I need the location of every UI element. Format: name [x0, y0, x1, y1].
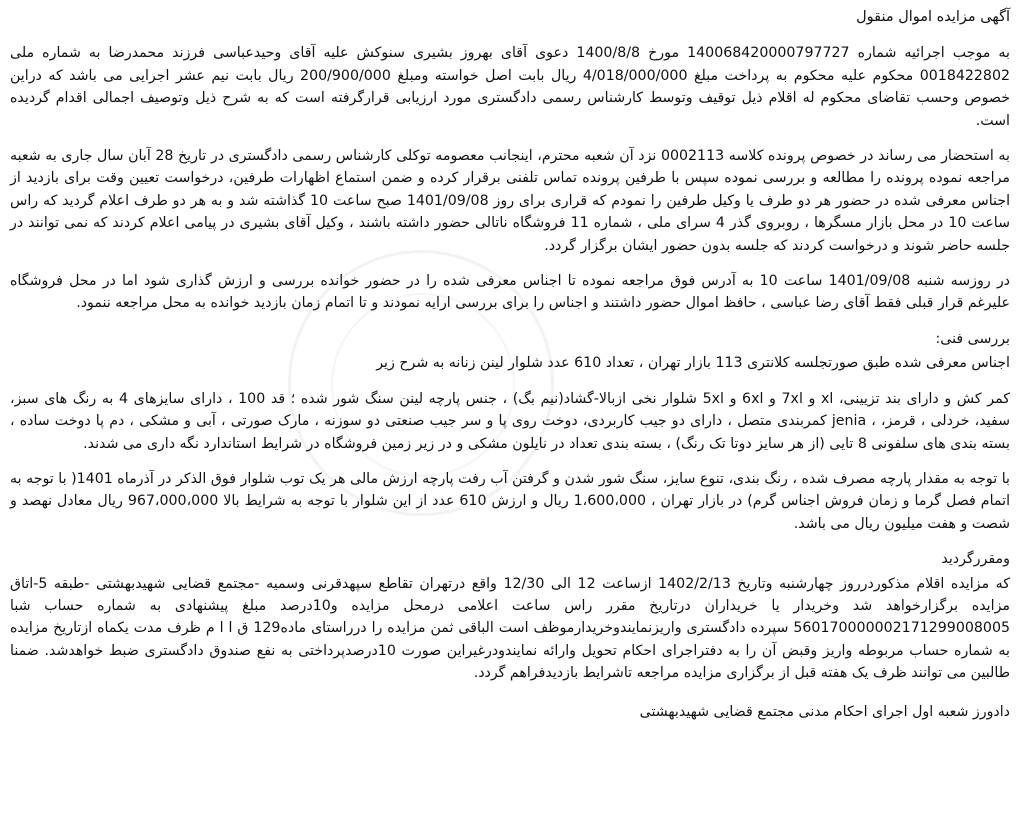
notice-paragraph-valuation: با توجه به مقدار پارچه مصرف شده ، رنگ بندی، تنوع سایز، سنگ شور شدن و گرفتن آب رفت پارچه ارزش مالی هر یک توب شلوار فوق الذکر در آذرماه 1401( با توجه به اتمام فصل گرما و زمان فروش اجناس گرم) در بازار تهران ، 1،600،000 ریال و ارزش 610 عدد از این شلوار با توجه به شرایط بالا 967،000،000 ریال معادل نهصد و شصت و هفت میلیون ریال می باشد. [10, 470, 1011, 532]
notice-signature: دادورز شعبه اول اجرای احکام مدنی مجتمع قضایی شهیدبهشتی [639, 703, 1010, 720]
notice-paragraph-description: کمر کش و دارای بند تزیینی، xl و 7xl و 6xl و 5xl شلوار نخی ازبالا-گشاد(نیم بگ) ، جنس پارچه لینن سنگ شور شده ؛ قد 100 ، دارای سایزهای 4 به رنگ های سبز، سفید، خردلی ، قرمز، ، jenia کمربندی متصل ، دارای دو جیب کاربردی، دوخت روی پا و سر جیب صنعتی دو سوزنه ، مارک صورتی ، آبی و مشکی ، دم پا دوخت ساده ، بسته بندی های سلفونی 8 تایی (از هر سایز دوتا تک رنگ) ، بسته بندی تعداد در نایلون مشکی و در زیر زمین فروشگاه در شرایط استاندارد نگه داری می شدند. [10, 390, 1011, 452]
notice-title: آگهی مزایده اموال منقول [856, 9, 1010, 25]
notice-paragraph-auction: که مزایده اقلام مذکوردرروز چهارشنبه وتاریخ 1402/2/13 ازساعت 12 الی 12/30 واقع درتهران تقاطع سپهدقرنی وسمیه -مجتمع قضایی شهیدبهشتی -طبقه 5-اتاق مزایده برگزارخواهد شد وخریدار یا خریداران درتاریخ مقرر راس ساعت اعلامی درمحل مزایده و10درصد مبلغ پیشنهادی به شماره حساب شبا 560170000002171299008005 سپرده دادگستری واریزنمایندوخریدارموظف است الباقی ثمن مزایده را درراستای ماده129 ق ا ا م ظرف مدت یکماه ازتاریخ مزایده به شماره حساب مربوطه واریز وقبض آن را به دفتراجرای احکام تحویل وارائه نمایندودرغیراین صورت 10درصدپرداختی به نفع صندوق دادگستری ضبط خواهدشد. ضمنا طالبین می توانند ظرف یک هفته قبل از برگزاری مزایده مراجعه تاشرایط بازدیدفراهم گردد. [10, 575, 1011, 682]
notice-content [10, 6, 1010, 736]
decision-heading: ومقررگردید [941, 551, 1010, 568]
notice-paragraph-visit: در روزسه شنبه 1401/09/08 ساعت 10 به آدرس فوق مراجعه نموده تا اجناس معرفی شده را در حضور خوانده بررسی و ارزش گذاری شود اما در محل فروشگاه علیرغم قرار قبلی فقط آقای رضا عباسی ، حافظ اموال حضور داشتند و اجناس را برای بررسی ارایه نمودند و تا اتمام زمان بازدید خوانده به محل مراجعه ننمود. [10, 273, 1010, 312]
notice-paragraph-expert: به استحضار می رساند در خصوص پرونده کلاسه 0002113 نزد آن شعبه محترم، اینجانب معصومه توکلی کارشناس رسمی دادگستری در تاریخ 28 آبان سال جاری به شعبه مراجعه نموده پرونده را مطالعه و بررسی نموده سپس با طرفین پرونده تماس تلفنی برقرار کرده و ضمن استماع اظهارات طرفین، درخواست تعیین وقت برای بازدید از اجناس معرفی شده در حضور هر دو طرف یا وکیل طرفین را نمودم که قراری برای روز 1401/09/08 صبح ساعت 10 گذاشته شد و به هر دو طرف اعلام گردید که راس ساعت 10 در محل بازار مسگرها ، روبروی گذر 4 سرای ملی ، شماره 11 فروشگاه ناتالی حضور داشته باشند ، وکیل آقای بشیری در پیامی اعلام کردند که نمی توانند در جلسه حاضر شوند و درخواست کردند که جلسه بدون حضور ایشان برگزار گردد. [10, 148, 1011, 254]
notice-paragraph-items: اجناس معرفی شده طبق صورتجلسه کلانتری 113 بازار تهران ، تعداد 610 عدد شلوار لینن زنانه به شرح زیر [376, 355, 1010, 372]
notice-paragraph-execution: به موجب اجرائیه شماره 140068420000797727 مورخ 1400/8/8 دعوی آقای بهروز بشیری سنوکش علیه آقای وحیدعباسی فرزند محمدرضا به شماره ملی 0018422802 محکوم علیه محکوم به پرداخت مبلغ 4/018/000/000 ریال بابت اصل خواسته ومبلغ 200/900/000 ریال بابت نیم عشر اجرایی می باشد که دراین خصوص وحسب تقاضای محکوم له اقلام ذیل توقیف وتوسط کارشناس رسمی دادگستری مورد ارزیابی قرارگرفته است که به شرح ذیل وتوصیف اجمالی اقدام گردیده است. [10, 45, 1010, 129]
technical-review-heading: بررسی فنی: [935, 330, 1010, 347]
